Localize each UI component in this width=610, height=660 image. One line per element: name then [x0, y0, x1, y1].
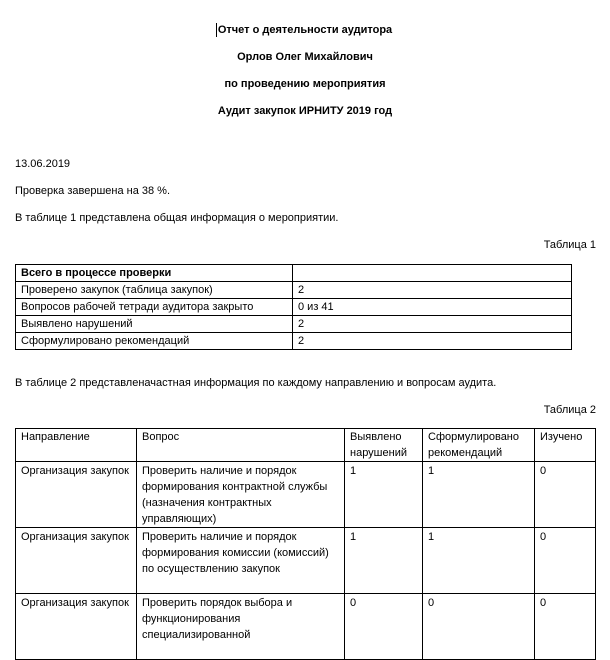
cell-studied: 0 [535, 528, 596, 594]
column-header-studied: Изучено [535, 429, 596, 462]
cell-violations: 0 [345, 594, 423, 660]
table-row [16, 462, 596, 528]
table-cell-label: Выявлено нарушений [16, 316, 293, 333]
auditor-name: Орлов Олег Михайлович [237, 51, 373, 63]
table-row [16, 299, 572, 316]
report-subtitle: по проведению мероприятия [224, 78, 386, 90]
cell-recommendations: 0 [423, 594, 535, 660]
cell-studied: 0 [535, 594, 596, 660]
column-header-direction: Направление [16, 429, 137, 462]
details-table [15, 428, 596, 660]
table-cell-label: Сформулировано рекомендаций [16, 333, 293, 350]
table-cell-value: 2 [293, 333, 572, 350]
progress-text: Проверка завершена на 38 %. [15, 185, 171, 197]
cell-violations: 1 [345, 462, 423, 528]
column-header-recommendations: Сформулировано рекомендаций [423, 429, 535, 462]
table-cell-value: 2 [293, 282, 572, 299]
table-cell-label: Проверено закупок (таблица закупок) [16, 282, 293, 299]
table-cell-label: Всего в процессе проверки [16, 265, 293, 282]
cell-direction: Организация закупок [16, 528, 137, 594]
report-date: 13.06.2019 [15, 158, 71, 170]
report-title: Отчет о деятельности аудитора [217, 24, 393, 36]
table1-intro: В таблице 1 представлена общая информация о мероприятии. [15, 212, 339, 224]
table-cell-value [293, 265, 572, 282]
column-header-violations: Выявлено нарушений [345, 429, 423, 462]
table-cell-value: 0 из 41 [293, 299, 572, 316]
table-row [16, 528, 596, 594]
table1-caption: Таблица 1 [543, 239, 596, 251]
table-cell-label: Вопросов рабочей тетради аудитора закрыто [16, 299, 293, 316]
event-name: Аудит закупок ИРНИТУ 2019 год [217, 105, 393, 117]
table-row [16, 265, 572, 282]
cell-violations: 1 [345, 528, 423, 594]
table2-caption: Таблица 2 [543, 404, 596, 416]
table-row [16, 282, 572, 299]
summary-table [15, 264, 572, 350]
table-row [16, 594, 596, 660]
table-cell-value: 2 [293, 316, 572, 333]
table-row [16, 316, 572, 333]
column-header-question: Вопрос [137, 429, 345, 462]
cell-studied: 0 [535, 462, 596, 528]
table2-intro: В таблице 2 представленачастная информация по каждому направлению и вопросам аудита. [15, 377, 497, 389]
cell-question: Проверить наличие и порядок формирования контрактной службы (назначения контрактных управляющих) [137, 462, 345, 528]
cell-question: Проверить наличие и порядок формирования комиссии (комиссий) по осуществлению закупок [137, 528, 345, 594]
cell-recommendations: 1 [423, 462, 535, 528]
cell-question: Проверить порядок выбора и функционирования специализированной [137, 594, 345, 660]
cell-recommendations: 1 [423, 528, 535, 594]
table-header-row [16, 429, 596, 462]
cell-direction: Организация закупок [16, 594, 137, 660]
cell-direction: Организация закупок [16, 462, 137, 528]
table-row [16, 333, 572, 350]
